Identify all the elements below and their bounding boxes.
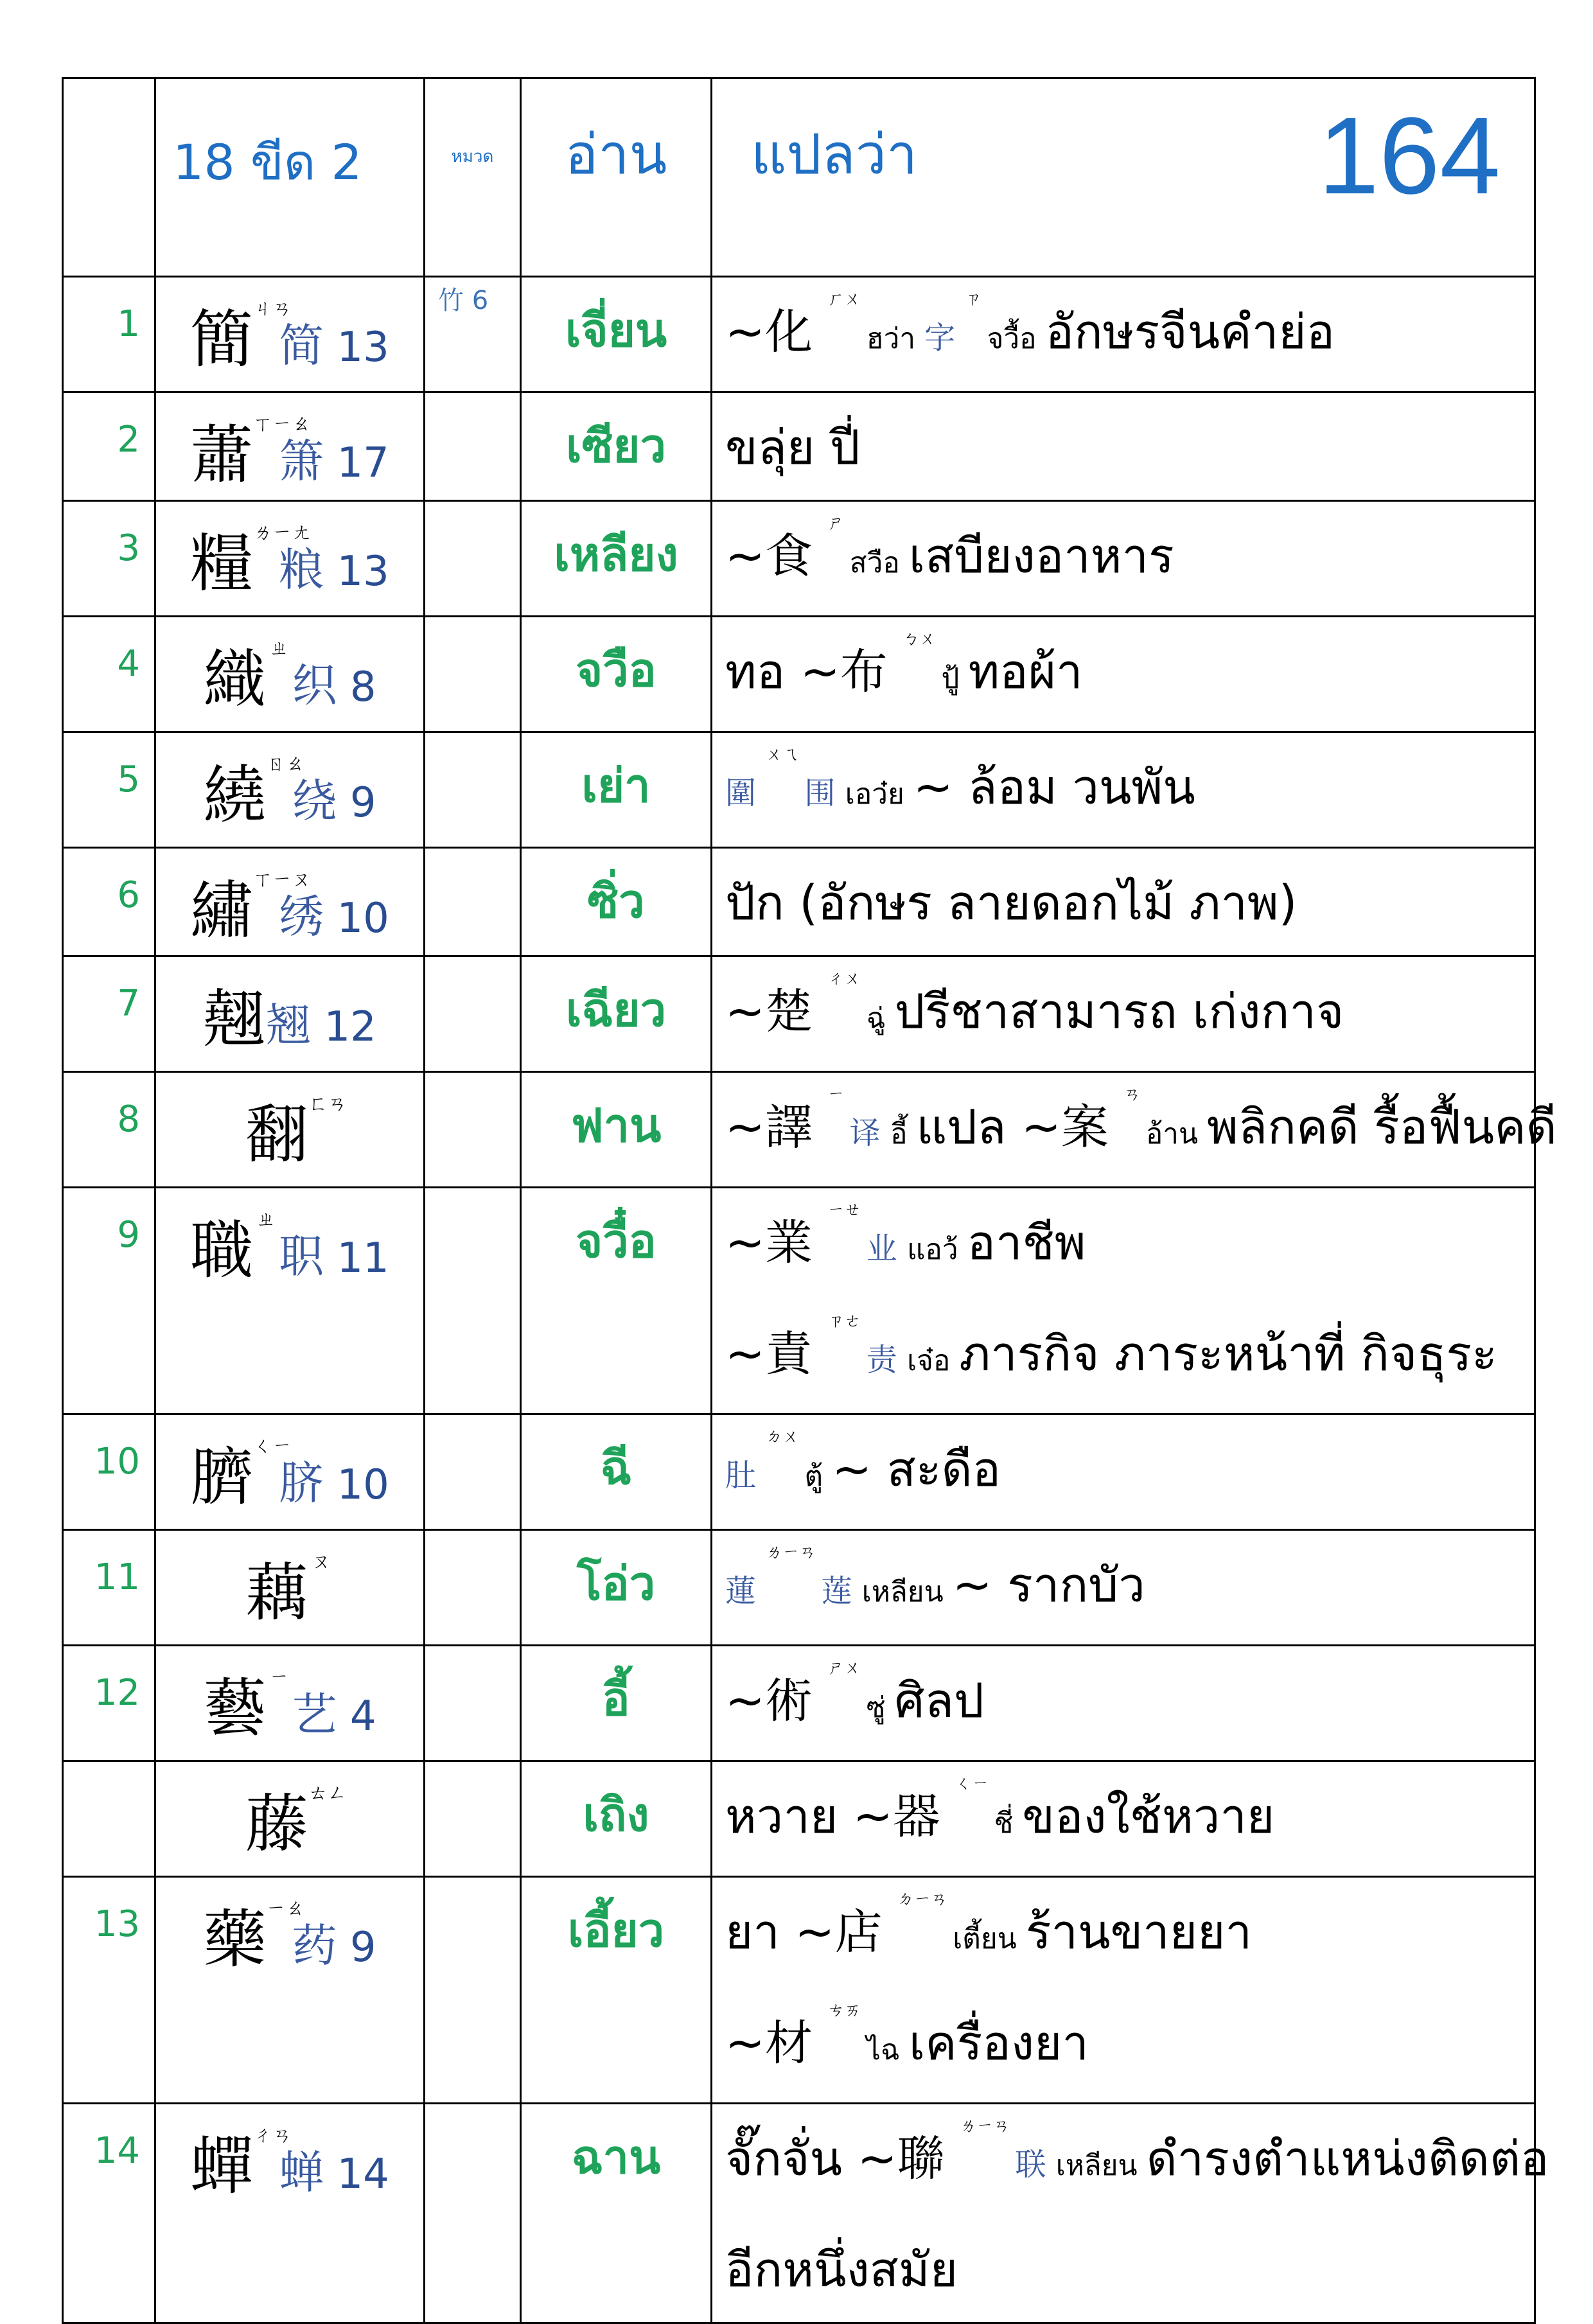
section-title: 18 ขีด 2 [155, 78, 425, 277]
zhuyin: ㄢ [1123, 1085, 1146, 1104]
row-number: 9 [63, 1188, 155, 1414]
zhuyin: ㄑㄧ [955, 1774, 994, 1793]
traditional-character: 蕭 [190, 419, 254, 492]
zhuyin: ㄔㄨ [827, 969, 867, 989]
meaning-text: ปัก (อักษร ลายดอกไม้ ภาพ) [725, 876, 1298, 931]
thai-reading: โอ่ว [521, 1530, 712, 1646]
pronunciation: ฮว่า [866, 322, 925, 355]
meaning-cell [712, 617, 1535, 732]
traditional-character: 簡 [190, 303, 254, 376]
meaning-text: ~楚 [725, 984, 828, 1039]
meaning-line [725, 620, 1534, 731]
row-number: 6 [63, 848, 155, 956]
simplified-character: 责 [866, 1342, 908, 1378]
thai-reading: ฟาน [521, 1072, 712, 1188]
simplified-character: 联 [1015, 2147, 1056, 2183]
meaning-cell [712, 277, 1535, 392]
meaning-line [725, 504, 1534, 615]
meaning-text: ~業 [725, 1215, 828, 1271]
meaning-line [725, 1649, 1534, 1760]
pronunciation: ฉู่ [866, 1002, 895, 1035]
table-row [63, 732, 1535, 848]
row-number: 10 [63, 1414, 155, 1530]
meaning-header-cell [712, 78, 1535, 277]
character-cell [155, 1877, 425, 2104]
stroke-count: 11 [324, 1235, 389, 1282]
stroke-count: 9 [337, 1924, 376, 1971]
meaning-text: ~食 [725, 529, 828, 584]
simplified-character: 箫 [279, 435, 324, 488]
simplified-character: 字 [924, 320, 965, 356]
row-number: 4 [63, 617, 155, 732]
pronunciation: ชี่ [994, 1807, 1023, 1840]
table-row [63, 501, 1535, 617]
meaning-text: หวาย ~器 [725, 1789, 956, 1844]
pronunciation: อี้ [890, 1118, 917, 1150]
radical-category [425, 848, 521, 956]
simplified-character: 职 [279, 1230, 324, 1283]
meaning-text: ร้านขายยา [1025, 1905, 1252, 1960]
meaning-cell [712, 1414, 1535, 1530]
meaning-text: ปรีชาสามารถ เก่งกาจ [894, 984, 1344, 1039]
stroke-count: 10 [324, 1461, 389, 1509]
traditional-character: 蟬 [190, 2130, 254, 2203]
pronunciation: ซู่ [866, 1691, 895, 1724]
zhuyin: ㄈㄢ [308, 1093, 347, 1115]
meaning-line [725, 1302, 1534, 1413]
zhuyin: ㄑㄧ [253, 1435, 292, 1457]
meaning-cell [712, 732, 1535, 848]
radical-category [425, 501, 521, 617]
stroke-count: 13 [324, 548, 389, 595]
pronunciation: เหลียน [861, 1576, 953, 1608]
meaning-line [725, 1418, 1534, 1529]
character-cell [155, 1188, 425, 1414]
zhuyin: ㄘㄞ [827, 2001, 867, 2020]
zhuyin: ㄕㄨ [827, 1659, 867, 1678]
meaning-text: ~術 [725, 1673, 828, 1729]
stroke-count: 14 [324, 2151, 389, 2198]
meaning-cell [712, 1072, 1557, 1188]
pronunciation: ตู้ [804, 1460, 832, 1493]
simplified-character: 翘 [266, 999, 312, 1052]
meaning-cell [712, 848, 1535, 956]
meaning-text: ศิลป [894, 1673, 984, 1729]
radical-category: 竹 6 [425, 277, 521, 392]
meaning-line [725, 2218, 1534, 2322]
thai-reading: เซียว [521, 392, 712, 501]
row-number: 12 [63, 1646, 155, 1761]
meaning-text: ~譯 [725, 1100, 828, 1155]
traditional-character: 職 [190, 1214, 254, 1287]
radical-category [425, 1072, 521, 1188]
meaning-text: ดำรงตำแหน่งติดต่อ [1146, 2131, 1549, 2187]
row-number: 11 [63, 1530, 155, 1646]
table-row [63, 617, 1535, 732]
character-cell [155, 1646, 425, 1761]
simplified-character: 围 [804, 775, 845, 811]
zhuyin: ㄅㄨ [902, 629, 942, 649]
traditional-character: 織 [203, 643, 267, 716]
meaning-header: แปลว่า [751, 123, 918, 187]
simplified-character: 药 [292, 1919, 337, 1972]
radical-category [425, 732, 521, 848]
zhuyin: ㄗㄜ [827, 1312, 867, 1331]
meaning-cell [712, 1646, 1535, 1761]
traditional-character: 繞 [203, 759, 267, 832]
row-number: 8 [63, 1072, 155, 1188]
meaning-cell [712, 1761, 1535, 1877]
zhuyin: ㄒㄧㄡ [253, 868, 312, 891]
character-cell [155, 2104, 425, 2323]
zhuyin: ㄨㄟ [766, 745, 805, 764]
table-row [63, 1646, 1535, 1761]
table-row [63, 1530, 1535, 1646]
simplified-character: 蝉 [279, 2146, 324, 2199]
meaning-line [725, 396, 1534, 500]
simplified-character: 绣 [279, 890, 324, 943]
traditional-character: 臍 [190, 1441, 254, 1514]
meaning-text: ของใช้หวาย [1022, 1789, 1275, 1844]
radical-category [425, 1414, 521, 1530]
meaning-line [725, 1880, 1534, 1991]
pronunciation: จวื้อ [987, 322, 1046, 355]
thai-reading: เฉียว [521, 956, 712, 1072]
stroke-count: 4 [337, 1693, 376, 1740]
table-row [63, 1072, 1535, 1188]
meaning-text: ~責 [725, 1326, 828, 1382]
traditional-character: 藝 [203, 1672, 267, 1745]
meaning-text: จั๊กจั่น ~聯 [725, 2131, 960, 2187]
meaning-text: ~材 [725, 2016, 828, 2071]
pronunciation: สวือ [849, 547, 909, 579]
simplified-character: 蓮 [725, 1573, 766, 1609]
stroke-count: 13 [324, 324, 389, 371]
thai-reading: จวื๋อ [521, 1188, 712, 1414]
stroke-count: 9 [337, 779, 376, 827]
meaning-cell [712, 501, 1535, 617]
meaning-text: ทอ ~布 [725, 644, 903, 700]
character-cell [155, 617, 425, 732]
character-cell [155, 732, 425, 848]
table-row [63, 1877, 1535, 2104]
meaning-line [725, 735, 1534, 847]
simplified-character: 织 [292, 659, 337, 712]
zhuyin: ㄏㄨ [827, 290, 867, 309]
radical-category [425, 2104, 521, 2323]
zhuyin: ㄧㄠ [266, 1897, 305, 1920]
table-row [63, 392, 1535, 501]
stroke-count: 10 [324, 895, 389, 942]
radical-category [425, 1646, 521, 1761]
page-number: 164 [1318, 95, 1501, 217]
character-cell [155, 277, 425, 392]
zhuyin: ㄉㄧㄢ [897, 1890, 953, 1909]
simplified-character: 译 [849, 1115, 891, 1151]
meaning-line [725, 960, 1534, 1071]
simplified-character: 绕 [292, 775, 337, 827]
pronunciation: อ้าน [1145, 1118, 1208, 1150]
table-row [63, 956, 1535, 1072]
zhuyin: ㄓ [269, 637, 289, 660]
meaning-cell [712, 1188, 1535, 1414]
meaning-cell [712, 1877, 1535, 2104]
thai-reading: จวือ [521, 617, 712, 732]
vocabulary-table [62, 77, 1557, 2324]
radical-category [425, 1530, 521, 1646]
pronunciation: ไฉ [866, 2034, 909, 2066]
meaning-text: แปล ~案 [916, 1100, 1124, 1155]
meaning-text: พลิกคดี รื้อฟื้นคดี [1207, 1100, 1557, 1155]
character-cell [155, 848, 425, 956]
meaning-text: ~ สะดือ [832, 1442, 1001, 1497]
thai-reading: ฉี [521, 1414, 712, 1530]
character-cell [155, 1072, 425, 1188]
character-cell [155, 1761, 425, 1877]
row-number: 2 [63, 392, 155, 501]
table-row [63, 1188, 1535, 1414]
meaning-line [725, 1991, 1534, 2102]
meaning-line [725, 851, 1534, 955]
simplified-character: 业 [866, 1231, 908, 1267]
row-number [63, 1761, 155, 1877]
traditional-character: 繡 [190, 874, 254, 947]
header-number-cell [63, 78, 155, 277]
pronunciation: เจ๋อ [907, 1344, 960, 1377]
thai-reading: ซิ่ว [521, 848, 712, 956]
stroke-count: 12 [311, 1003, 376, 1051]
table-row [63, 1761, 1535, 1877]
meaning-text: ภารกิจ ภาระหน้าที่ กิจธุระ [959, 1326, 1497, 1382]
meaning-text: ทอผ้า [968, 644, 1083, 700]
radical-category [425, 1877, 521, 2104]
simplified-character: 艺 [292, 1688, 337, 1741]
category-header: หมวด [425, 78, 521, 277]
zhuyin: ㄒㄧㄠ [253, 413, 312, 436]
pronunciation: แอว้ [907, 1233, 967, 1266]
radical-category [425, 1188, 521, 1414]
meaning-line [725, 2107, 1549, 2218]
zhuyin: ㄗ [965, 290, 987, 309]
pronunciation: เตี้ยน [953, 1923, 1026, 1955]
reading-header: อ่าน [521, 78, 712, 277]
zhuyin: ㄕ [827, 514, 850, 533]
header-row [63, 78, 1535, 277]
traditional-character: 藥 [203, 1903, 267, 1976]
zhuyin: ㄧ [827, 1085, 850, 1104]
thai-reading: เหลียง [521, 501, 712, 617]
traditional-character: 翻 [245, 1098, 308, 1172]
meaning-line [725, 1765, 1534, 1876]
zhuyin: ㄖㄠ [266, 753, 305, 775]
radical-category [425, 956, 521, 1072]
thai-reading: เถิง [521, 1761, 712, 1877]
thai-reading: อี้ [521, 1646, 712, 1761]
zhuyin: ㄌㄧㄢ [766, 1543, 822, 1562]
meaning-text: อาชีพ [967, 1215, 1086, 1271]
meaning-line [725, 1533, 1534, 1644]
meaning-text: ยา ~店 [725, 1905, 897, 1960]
zhuyin: ㄡ [312, 1551, 331, 1573]
meaning-cell [712, 1530, 1535, 1646]
row-number: 1 [63, 277, 155, 392]
traditional-character: 藤 [245, 1788, 308, 1861]
pronunciation: เอว๋ย [845, 778, 913, 811]
traditional-character: 糧 [190, 527, 254, 601]
stroke-count: 17 [324, 439, 389, 487]
zhuyin: ㄓ [256, 1208, 276, 1231]
character-cell [155, 1414, 425, 1530]
simplified-character: 肚 [725, 1457, 766, 1493]
meaning-text: ~ รากบัว [952, 1558, 1145, 1613]
character-cell [155, 1530, 425, 1646]
meaning-text: อีกหนึ่งสมัย [725, 2242, 958, 2298]
meaning-cell [712, 956, 1535, 1072]
row-number: 3 [63, 501, 155, 617]
thai-reading: เจี่ยน [521, 277, 712, 392]
meaning-line [725, 1075, 1557, 1186]
thai-reading: เย่า [521, 732, 712, 848]
table-row [63, 1414, 1535, 1530]
simplified-character: 莲 [821, 1573, 862, 1609]
radical-category [425, 617, 521, 732]
radical-category [425, 392, 521, 501]
meaning-text: ~ ล้อม วนพัน [913, 760, 1195, 815]
table-row [63, 2104, 1535, 2323]
character-cell [155, 392, 425, 501]
simplified-character: 简 [279, 319, 324, 372]
row-number: 14 [63, 2104, 155, 2323]
meaning-text: เครื่องยา [908, 2016, 1089, 2071]
simplified-character: 圍 [725, 775, 766, 811]
pronunciation: ปู้ [941, 662, 969, 695]
meaning-line [725, 1191, 1534, 1302]
zhuyin: ㄉㄨ [766, 1427, 805, 1447]
zhuyin: ㄔㄢ [253, 2124, 292, 2147]
meaning-cell [712, 2104, 1549, 2323]
pronunciation: เหลียน [1055, 2149, 1147, 2182]
row-number: 13 [63, 1877, 155, 2104]
meaning-cell [712, 392, 1535, 501]
meaning-text: ~化 [725, 304, 828, 360]
radical-category [425, 1761, 521, 1877]
thai-reading: ฉาน [521, 2104, 712, 2323]
character-cell [155, 501, 425, 617]
simplified-character: 粮 [279, 543, 324, 596]
traditional-character: 藕 [245, 1556, 308, 1630]
zhuyin: ㄐㄢ [253, 297, 292, 320]
character-cell [155, 956, 425, 1072]
row-number: 5 [63, 732, 155, 848]
simplified-character: 脐 [279, 1457, 324, 1510]
traditional-character: 翹 [203, 983, 267, 1056]
thai-reading: เอี้ยว [521, 1877, 712, 2104]
stroke-count: 8 [337, 664, 376, 711]
zhuyin: ㄧㄝ [827, 1201, 867, 1220]
zhuyin: ㄌㄧㄤ [253, 522, 312, 544]
zhuyin: ㄧ [269, 1666, 289, 1689]
row-number: 7 [63, 956, 155, 1072]
table-row [63, 277, 1535, 392]
meaning-text: ขลุ่ย ปี่ [725, 420, 860, 475]
table-row [63, 848, 1535, 956]
meaning-text: เสบียงอาหาร [908, 529, 1174, 584]
meaning-text: อักษรจีนคำย่อ [1045, 304, 1335, 360]
zhuyin: ㄌㄧㄢ [960, 2117, 1016, 2136]
meaning-line [725, 280, 1534, 391]
zhuyin: ㄊㄥ [308, 1782, 347, 1804]
